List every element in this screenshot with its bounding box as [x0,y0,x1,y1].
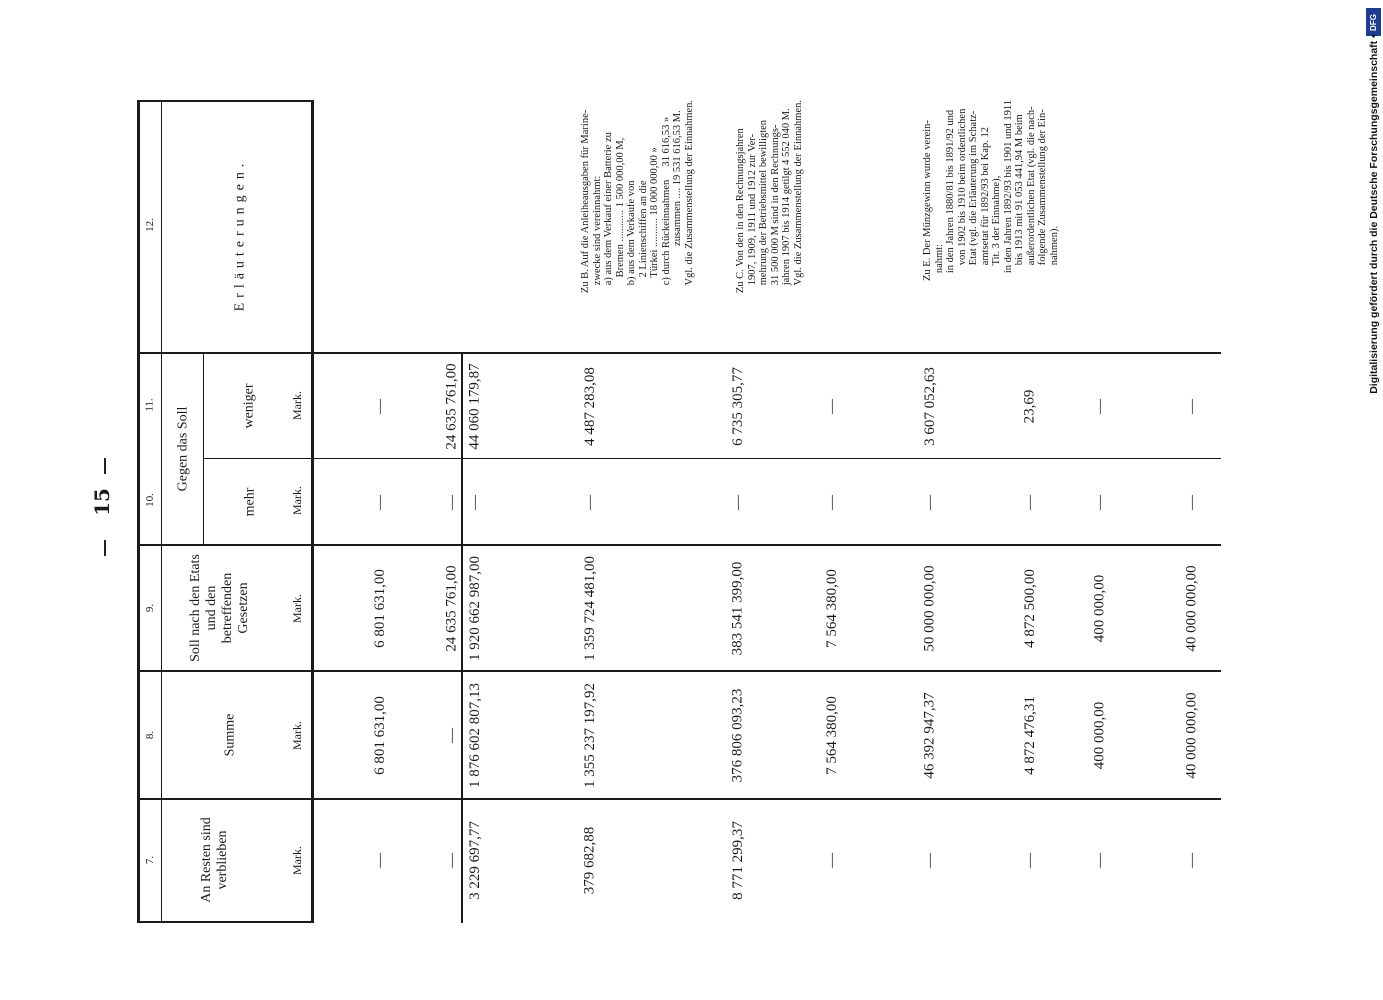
page-number-text: 15 [90,488,114,516]
table-top [137,100,314,102]
cell-c8: 1 876 602 807,13 [466,682,483,788]
cell-c11: — [1091,398,1108,414]
unit-9: Mark. [289,593,304,623]
cell-c8: 400 000,00 [1091,701,1108,769]
cell-c10: — [921,494,938,510]
cell-c11: 24 635 761,00 [443,362,460,450]
cell-c10: — [823,494,840,510]
note-e: Zu E. Der Münzgewinn wurde verein- nahmt: in den Jahren 1880/81 bis 1891/92 und von 1902 bis 1910 beim ordentlichen Etat (vgl. die Erläuterung im Schatz- amtsetat für 1892/93 bei Kap. 12 Tit. 3 der Einnahme), in den Jahren 1892/93 bis 1901 und 1911 bis 1913 mit 91 053 441,94 M beim außerordentlichen Etat (vgl. die nach- folgende Zusammenstellung der Ein- nahmen). [922,100,1060,282]
digitization-text: Digitalisierung gefördert durch die Deutsche Forschungsgemeinschaft • [1368,34,1380,394]
cell-c7: — [823,852,840,868]
sep-11-12 [137,352,1221,354]
cell-c8: 7 564 380,00 [823,695,840,775]
cell-c10: — [729,494,746,510]
table-bottom [137,921,314,923]
cell-c10: — [1021,494,1038,510]
cell-c8: 376 806 093,23 [729,688,746,782]
cell-c7: 379 682,88 [581,826,598,894]
cell-c11: 4 487 283,08 [581,366,598,446]
cell-c10: — [443,494,460,510]
col-num-7: 7. [144,855,156,865]
cell-c7: 8 771 299,37 [729,820,746,900]
col-head-12: Erläuterungen. [232,158,248,312]
note-c: Zu C. Von den in den Rechnungsjahren 1907, 1909, 1911 und 1912 zur Ver- mehrung der Betriebsmittel bewilligten 31 500 000 M sind in den Rechnungs- jahren 1907 bis 1914 getilgt 4 552 040 M. Vgl. die Zusammenstellung der Einnahmen. [735,100,804,294]
sep-9-10 [137,544,1221,546]
page-number [90,482,114,522]
col-head-7: An Resten sind verblieben [199,817,230,903]
cell-c7: — [1021,852,1038,868]
cell-c10: — [1091,494,1108,510]
cell-c10: — [371,494,388,510]
cell-c7: 3 229 697,77 [466,820,483,900]
sep-8-9 [137,670,1221,672]
sep-7-8 [137,798,1221,800]
cell-c7: — [1183,852,1200,868]
cell-c9: 1 359 724 481,00 [581,555,598,661]
cell-c10: — [581,494,598,510]
cell-c11: 44 060 179,87 [466,362,483,450]
cell-c7: — [443,852,460,868]
note-b: Zu B. Auf die Anleiheausgaben für Marine- zwecke sind vereinnahmt: a) aus dem Verkauf einer Batterie zu Bremen ............ 1 500 000,00 M, b) aus dem Verkaufe von 2 Linienschiffen an die Türkei ........... 18 000 000,00 » c) durch Rückeinnahmen 31 616,53 » zusammen .... 19 531 616,53 M. Vgl. die Zusammenstellung der Einnahmen. [580,100,695,294]
cell-c9: 4 872 500,00 [1021,568,1038,648]
cell-c8: — [443,727,460,743]
cell-c7: — [1091,852,1108,868]
cell-c7: — [921,852,938,868]
unit-10: Mark. [289,485,304,515]
cell-c11: 23,69 [1021,389,1038,423]
cell-c8: 1 355 237 197,92 [581,682,598,788]
col-head-11: weniger [242,383,257,429]
col-head-9: Soll nach den Etats und den betreffenden Gesetzen [188,554,251,662]
cell-c9: 40 000 000,00 [1183,564,1200,652]
cell-c11: — [1183,398,1200,414]
sep-10-11 [203,458,1221,459]
unit-11: Mark. [289,390,304,420]
cell-c9: 6 801 631,00 [371,568,388,648]
cell-c8: 40 000 000,00 [1183,691,1200,779]
gegen-sep [203,352,204,544]
cell-c11: — [823,398,840,414]
col-num-10: 10. [144,493,156,507]
cell-c9: 383 541 399,00 [729,561,746,655]
col-head-8: Summe [222,713,237,756]
col-num-12: 12. [144,218,156,232]
unit-8: Mark. [289,720,304,750]
cell-c8: 4 872 476,31 [1021,695,1038,775]
col-num-8: 8. [144,730,156,740]
gegen-das-soll: Gegen das Soll [175,406,191,492]
cell-c8: 6 801 631,00 [371,695,388,775]
cell-c9: 24 635 761,00 [443,564,460,652]
col-num-11: 11. [144,398,156,412]
cell-c9: 400 000,00 [1091,574,1108,642]
cell-c11: 3 607 052,63 [921,366,938,446]
col-head-10: mehr [241,487,257,517]
cell-c9: 50 000 000,00 [921,564,938,652]
cell-c10: — [1183,494,1200,510]
cell-c11: 6 735 305,77 [729,366,746,446]
dfg-logo: DFG [1366,8,1381,36]
cell-c9: 1 920 662 987,00 [466,555,483,661]
page-dash-top [104,458,106,474]
page-dash-bottom [104,540,106,556]
digitization-notice [1362,0,1383,400]
cell-c8: 46 392 947,37 [921,691,938,779]
cell-c7: — [371,852,388,868]
col-num-9: 9. [144,603,156,613]
unit-7: Mark. [289,845,304,875]
cell-c11: — [371,398,388,414]
cell-c10: — [466,494,483,510]
cell-c9: 7 564 380,00 [823,568,840,648]
